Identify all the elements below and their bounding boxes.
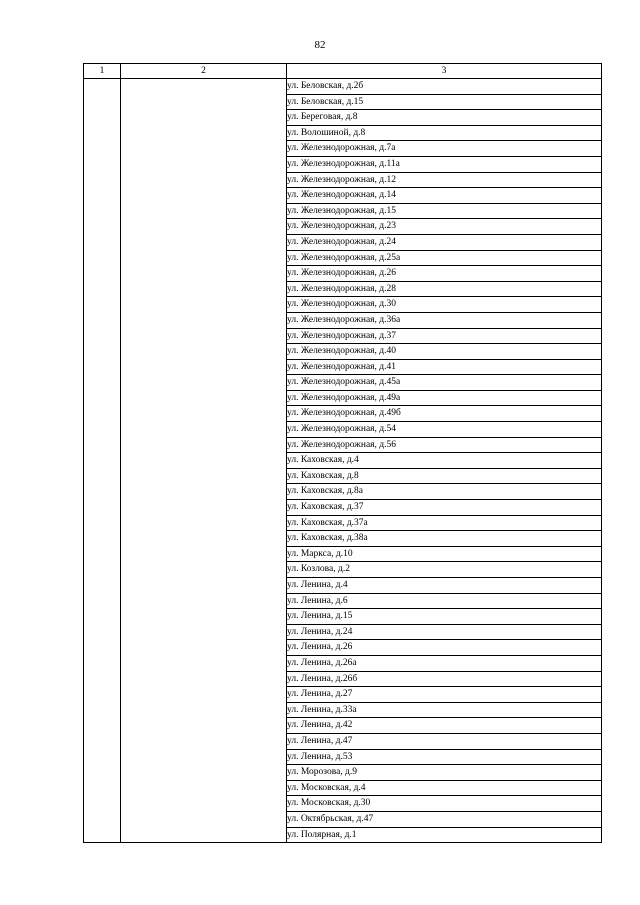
- address-cell: ул. Каховская, д.37а: [287, 515, 602, 531]
- address-cell: ул. Полярная, д.1: [287, 827, 602, 843]
- address-cell: ул. Железнодорожная, д.25а: [287, 250, 602, 266]
- address-cell: ул. Каховская, д.8а: [287, 484, 602, 500]
- address-cell: ул. Железнодорожная, д.37: [287, 328, 602, 344]
- address-cell: ул. Ленина, д.26б: [287, 671, 602, 687]
- address-cell: ул. Железнодорожная, д.28: [287, 281, 602, 297]
- address-cell: ул. Каховская, д.8: [287, 468, 602, 484]
- address-cell: ул. Ленина, д.6: [287, 593, 602, 609]
- address-cell: ул. Каховская, д.4: [287, 453, 602, 469]
- address-cell: ул. Железнодорожная, д.49б: [287, 406, 602, 422]
- address-cell: ул. Ленина, д.27: [287, 687, 602, 703]
- address-cell: ул. Ленина, д.15: [287, 609, 602, 625]
- address-cell: ул. Железнодорожная, д.40: [287, 344, 602, 360]
- address-cell: ул. Железнодорожная, д.23: [287, 219, 602, 235]
- address-cell: ул. Железнодорожная, д.11а: [287, 156, 602, 172]
- address-cell: ул. Железнодорожная, д.14: [287, 188, 602, 204]
- address-cell: ул. Каховская, д.37: [287, 500, 602, 516]
- address-cell: ул. Железнодорожная, д.54: [287, 422, 602, 438]
- address-cell: ул. Ленина, д.24: [287, 624, 602, 640]
- address-cell: ул. Ленина, д.47: [287, 733, 602, 749]
- table-header-row: [84, 64, 602, 79]
- address-cell: ул. Береговая, д.8: [287, 110, 602, 126]
- address-cell: ул. Московская, д.4: [287, 780, 602, 796]
- page-number: 82: [314, 39, 326, 51]
- column-header-3: 3: [287, 64, 602, 79]
- column-header-2: 2: [121, 64, 287, 79]
- address-cell: ул. Маркса, д.10: [287, 546, 602, 562]
- address-cell: ул. Каховская, д.38а: [287, 531, 602, 547]
- column-header-1: 1: [84, 64, 121, 79]
- address-cell: ул. Ленина, д.33а: [287, 702, 602, 718]
- address-cell: ул. Железнодорожная, д.56: [287, 437, 602, 453]
- address-cell: ул. Московская, д.30: [287, 796, 602, 812]
- address-cell: ул. Ленина, д.26: [287, 640, 602, 656]
- address-cell: ул. Железнодорожная, д.30: [287, 297, 602, 313]
- address-cell: ул. Беловская, д.2б: [287, 79, 602, 95]
- address-cell: ул. Морозова, д.9: [287, 765, 602, 781]
- address-cell: ул. Железнодорожная, д.12: [287, 172, 602, 188]
- address-cell: ул. Ленина, д.42: [287, 718, 602, 734]
- address-table: [83, 63, 602, 843]
- address-cell: ул. Ленина, д.26а: [287, 655, 602, 671]
- address-cell: ул. Ленина, д.4: [287, 578, 602, 594]
- address-cell: ул. Железнодорожная, д.26: [287, 266, 602, 282]
- address-cell: ул. Октябрьская, д.47: [287, 811, 602, 827]
- address-cell: ул. Волошиной, д.8: [287, 125, 602, 141]
- address-cell: ул. Железнодорожная, д.45а: [287, 375, 602, 391]
- address-cell: ул. Железнодорожная, д.24: [287, 234, 602, 250]
- address-cell: ул. Железнодорожная, д.41: [287, 359, 602, 375]
- address-cell: ул. Железнодорожная, д.15: [287, 203, 602, 219]
- address-cell: ул. Железнодорожная, д.49а: [287, 390, 602, 406]
- column-1-cell: [84, 79, 121, 843]
- table-body: [84, 79, 602, 843]
- address-cell: ул. Железнодорожная, д.7а: [287, 141, 602, 157]
- column-2-cell: [121, 79, 287, 843]
- address-cell: ул. Ленина, д.53: [287, 749, 602, 765]
- address-cell: ул. Козлова, д.2: [287, 562, 602, 578]
- address-cell: ул. Железнодорожная, д.36а: [287, 312, 602, 328]
- address-cell: ул. Беловская, д.15: [287, 94, 602, 110]
- table-row: [84, 79, 602, 95]
